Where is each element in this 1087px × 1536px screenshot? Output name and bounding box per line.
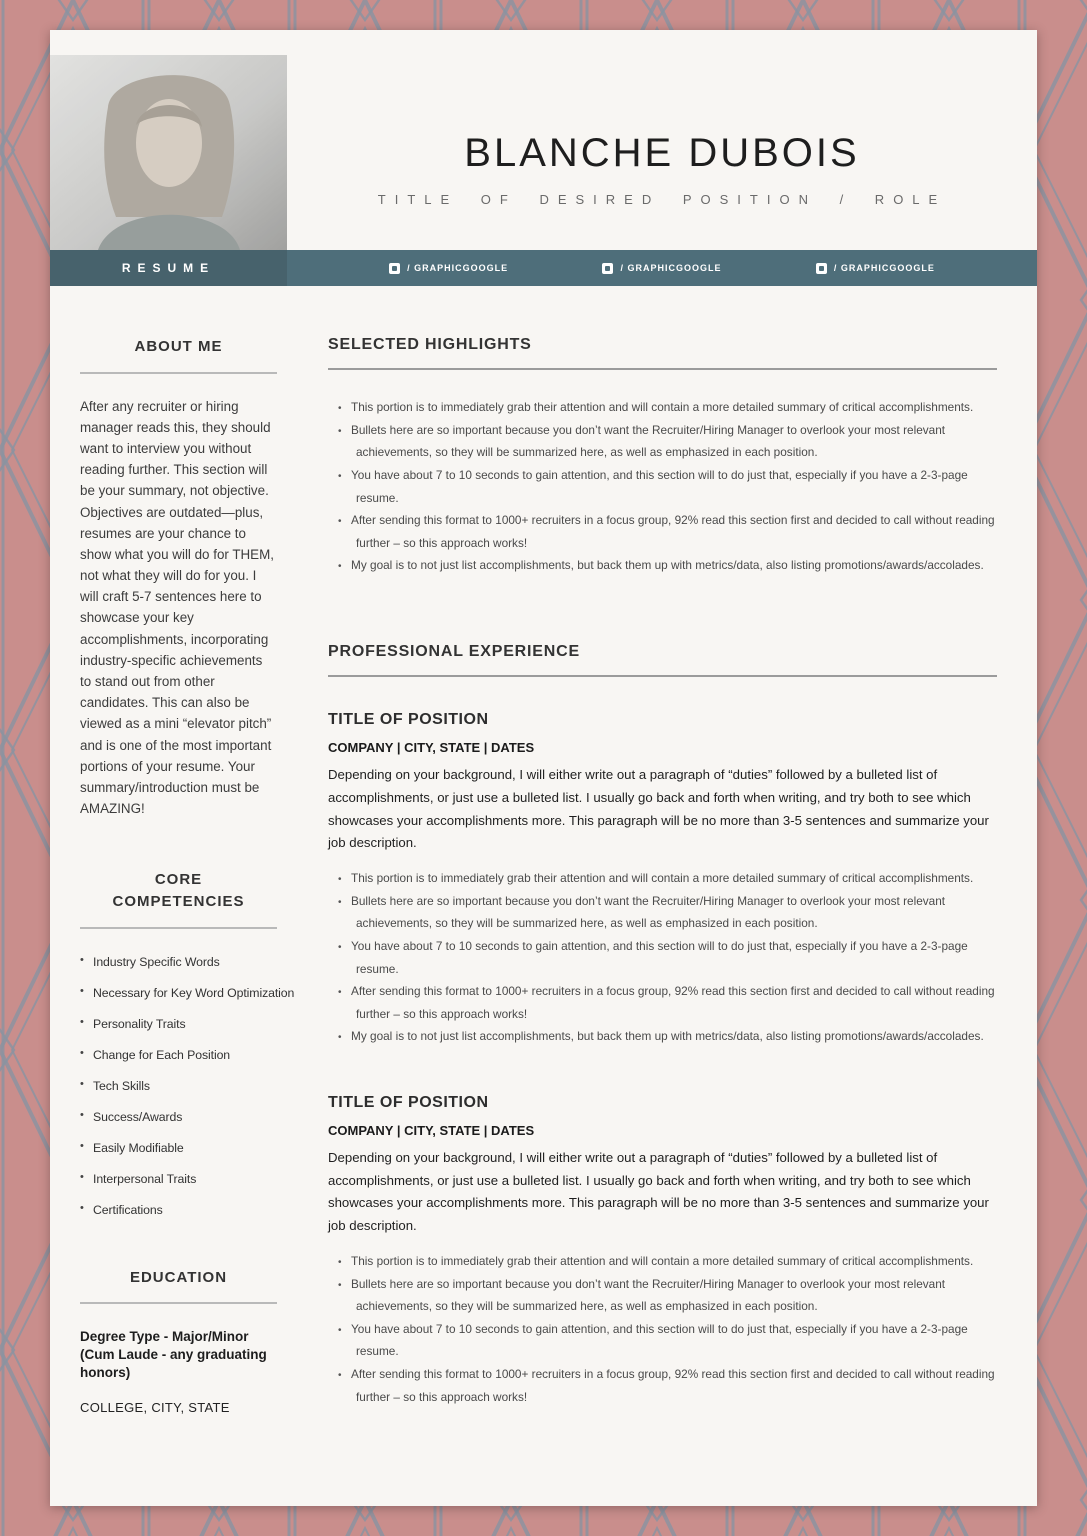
- competency-item: • Necessary for Key Word Optimization: [80, 986, 277, 1000]
- social-handle: / GRAPHICGOOGLE: [407, 263, 509, 273]
- header-text-block: [287, 30, 1037, 207]
- social-handle: / GRAPHICGOOGLE: [620, 263, 722, 273]
- experience-bullet: • After sending this format to 1000+ recruiters in a focus group, 92% read this section first and decided to call without reading further – so this approach works!: [328, 1363, 997, 1408]
- competency-item: • Easily Modifiable: [80, 1141, 277, 1155]
- social-bar: [50, 250, 1037, 286]
- experience-bullet: • Bullets here are so important because you don’t want the Recruiter/Hiring Manager to overlook your most relevant achievements, so they will be summarized here, as well as emphasized in each position.: [328, 890, 997, 935]
- experience-position-1: [328, 711, 997, 1048]
- position-title: TITLE OF POSITION: [328, 711, 489, 729]
- content-columns: [50, 286, 1037, 1455]
- resume-page: [50, 30, 1037, 1506]
- about-me-text: After any recruiter or hiring manager reads this, they should want to interview you without reading further. This section will be your summary, not objective. Objectives are outdated—plus, resumes are your chance to show what you will do for THEM, not what they will do for you. I will craft 5-7 sentences here to showcase your key accomplishments, incorporating industry-specific achievements to stand out from other candidates. This can also be viewed as a mini “elevator pitch” and is one of the most important portions of your resume. Your summary/introduction must be AMAZING!: [80, 398, 274, 817]
- core-competencies-list: [80, 954, 295, 1217]
- competency-item: • Interpersonal Traits: [80, 1172, 277, 1186]
- social-square-icon: [602, 263, 613, 274]
- education-college: COLLEGE, CITY, STATE: [80, 1399, 230, 1415]
- social-square-icon: [389, 263, 400, 274]
- candidate-name: BLANCHE DUBOIS: [464, 131, 860, 175]
- portrait-photo: [50, 55, 287, 250]
- sidebar: [50, 286, 297, 1455]
- competency-item: • Change for Each Position: [80, 1048, 277, 1062]
- social-square-icon: [816, 263, 827, 274]
- main-divider: [328, 675, 997, 677]
- core-competencies-heading: CORE COMPETENCIES: [112, 871, 245, 910]
- social-items: [287, 250, 1037, 286]
- highlight-bullet: • You have about 7 to 10 seconds to gain attention, and this section will to do just that, especially if you have a 2-3-page resume.: [328, 464, 997, 509]
- sidebar-divider: [80, 1302, 277, 1304]
- company-line: COMPANY | CITY, STATE | DATES: [328, 1123, 535, 1139]
- resume-tab-label: RESUME: [50, 250, 287, 286]
- professional-experience-heading: PROFESSIONAL EXPERIENCE: [328, 643, 580, 661]
- company-line: COMPANY | CITY, STATE | DATES: [328, 740, 535, 756]
- position-summary: Depending on your background, I will either write out a paragraph of “duties” followed by a bulleted list of accomplishments, or just use a bulleted list. I usually go back and forth when writing, and try both to see which showcases your accomplishments more. This paragraph will be no more than 3-5 sentences and summarize your job description.: [328, 767, 989, 851]
- position-bullet-list: [328, 867, 997, 1048]
- main-column: [297, 286, 1037, 1448]
- sidebar-divider: [80, 372, 277, 374]
- experience-bullet: • After sending this format to 1000+ recruiters in a focus group, 92% read this section first and decided to call without reading further – so this approach works!: [328, 980, 997, 1025]
- competency-item: • Industry Specific Words: [80, 955, 277, 969]
- social-link-3[interactable]: [816, 263, 935, 274]
- social-link-1[interactable]: [389, 263, 508, 274]
- competency-item: • Success/Awards: [80, 1110, 277, 1124]
- selected-highlights-heading: SELECTED HIGHLIGHTS: [328, 336, 532, 353]
- resume-header: [50, 30, 1037, 250]
- education-heading: EDUCATION: [129, 1268, 228, 1286]
- education-degree: Degree Type - Major/Minor (Cum Laude - any graduating honors): [80, 1329, 267, 1381]
- highlight-bullet: • My goal is to not just list accomplishments, but back them up with metrics/data, also listing promotions/awards/accolades.: [328, 554, 997, 577]
- competency-item: • Tech Skills: [80, 1079, 277, 1093]
- position-summary: Depending on your background, I will either write out a paragraph of “duties” followed by a bulleted list of accomplishments, or just use a bulleted list. I usually go back and forth when writing, and try both to see which showcases your accomplishments more. This paragraph will be no more than 3-5 sentences and summarize your job description.: [328, 1150, 989, 1234]
- experience-bullet: • This portion is to immediately grab their attention and will contain a more detailed summary of critical accomplishments.: [328, 867, 997, 890]
- competency-item: • Personality Traits: [80, 1017, 277, 1031]
- desired-position-title: TITLE OF DESIRED POSITION / ROLE: [377, 192, 947, 207]
- experience-bullet: • This portion is to immediately grab their attention and will contain a more detailed summary of critical accomplishments.: [328, 1250, 997, 1273]
- experience-bullet: • Bullets here are so important because you don’t want the Recruiter/Hiring Manager to overlook your most relevant achievements, so they will be summarized here, as well as emphasized in each position.: [328, 1273, 997, 1318]
- about-me-heading: ABOUT ME: [134, 338, 223, 355]
- competency-item: • Certifications: [80, 1203, 277, 1217]
- highlight-bullet: • After sending this format to 1000+ recruiters in a focus group, 92% read this section first and decided to call without reading further – so this approach works!: [328, 509, 997, 554]
- sidebar-divider: [80, 927, 277, 929]
- highlight-bullet: • Bullets here are so important because you don’t want the Recruiter/Hiring Manager to overlook your most relevant achievements, so they will be summarized here, as well as emphasized in each position.: [328, 419, 997, 464]
- experience-position-2: [328, 1094, 997, 1408]
- main-divider: [328, 368, 997, 370]
- position-bullet-list: [328, 1250, 997, 1408]
- highlight-bullet: • This portion is to immediately grab their attention and will contain a more detailed summary of critical accomplishments.: [328, 396, 997, 419]
- experience-bullet: • You have about 7 to 10 seconds to gain attention, and this section will to do just that, especially if you have a 2-3-page resume.: [328, 935, 997, 980]
- position-title: TITLE OF POSITION: [328, 1094, 489, 1112]
- experience-bullet: • You have about 7 to 10 seconds to gain attention, and this section will to do just that, especially if you have a 2-3-page resume.: [328, 1318, 997, 1363]
- experience-bullet: • My goal is to not just list accomplishments, but back them up with metrics/data, also listing promotions/awards/accolades.: [328, 1025, 997, 1048]
- social-handle: / GRAPHICGOOGLE: [833, 263, 935, 273]
- social-link-2[interactable]: [602, 263, 721, 274]
- selected-highlights-list: [328, 396, 997, 577]
